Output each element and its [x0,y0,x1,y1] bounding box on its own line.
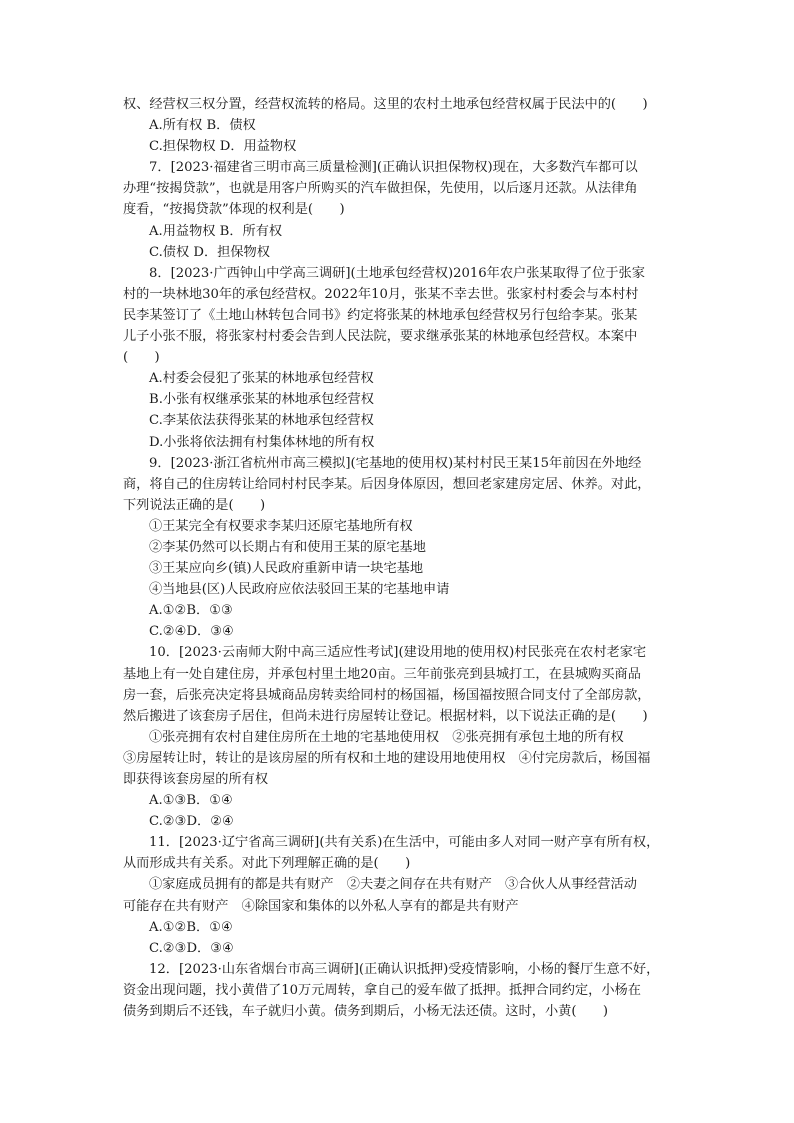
q10-statements-line-1: ①张亮拥有农村自建住房所在土地的宅基地使用权 ②张亮拥有承包土地的所有权 [149,729,624,745]
q10-statements-line-2: ③房屋转让时，转让的是该房屋的所有权和土地的建设用地使用权 ④付完房款后，杨国福 [123,750,651,766]
q11-statements-line-1: ①家庭成员拥有的都是共有财产 ②夫妻之间存在共有财产 ③合伙人从事经营活动 [149,877,637,893]
q7-stem-line-2: 办理“按揭贷款”，也就是用客户所购买的汽车做担保，先使用，以后逐月还款。从法律角 [123,181,638,197]
q11-options-ab: A.①②B．①④ [149,919,233,935]
q9-stem-line-2: 商，将自己的住房转让给同村村民李某。后因身体原因，想回老家建房定居、休养。对此， [123,476,651,492]
q10-statements-line-3: 即获得该套房屋的所有权 [123,772,269,787]
q10-options-ab: A.①③B．①④ [149,793,233,809]
q8-option-b: B.小张有权继承张某的林地承包经营权 [149,392,374,408]
q8-option-c: C.李某依法获得张某的林地承包经营权 [149,413,374,429]
q7-options-cd: C.债权 D．担保物权 [149,244,270,260]
q9-statement-2: ②李某仍然可以长期占有和使用王某的原宅基地 [149,539,426,555]
q10-stem-line-3: 房一套，后张亮决定将县城商品房转卖给同村的杨国福，杨国福按照合同支付了全部房款， [123,687,651,703]
q9-statement-1: ①王某完全有权要求李某归还原宅基地所有权 [149,518,413,534]
q9-stem-line-3: 下列说法正确的是( ) [123,497,266,513]
q7-stem-line-3: 度看，“按揭贷款”体现的权利是( ) [123,202,345,218]
q9-options-cd: C.②④D．③④ [149,624,234,640]
q10-stem-line-4: 然后搬进了该套房子居住，但尚未进行房屋转让登记。根据材料，以下说法正确的是( ) [123,708,648,724]
q12-stem-line-2: 资金出现问题，找小黄借了10万元周转，拿自己的爱车做了抵押。抵押合同约定，小杨在 [123,982,641,998]
q8-stem-line-1: 8．[2023·广西钟山中学高三调研](土地承包经营权)2016年农户张某取得了位于张家 [149,265,645,281]
q7-options-ab: A.用益物权 B．所有权 [149,223,283,239]
q8-option-a: A.村委会侵犯了张某的林地承包经营权 [149,371,374,387]
q9-stem-line-1: 9．[2023·浙江省杭州市高三模拟](宅基地的使用权)某村村民王某15年前因在外地经 [149,455,642,471]
q11-statements-line-2: 可能存在共有财产 ④除国家和集体的以外私人享有的都是共有财产 [123,898,519,914]
q9-statement-3: ③王某应向乡(镇)人民政府重新申请一块宅基地 [149,561,424,577]
q10-stem-line-1: 10．[2023·云南师大附中高三适应性考试](建设用地的使用权)村民张亮在农村老家宅 [149,645,647,661]
q12-stem-line-3: 债务到期后不还钱，车子就归小黄。债务到期后，小杨无法还债。这时，小黄( ) [123,1004,609,1020]
q11-stem-line-1: 11．[2023·辽宁省高三调研](共有关系)在生活中，可能由多人对同一财产享有所有权， [149,835,660,851]
q8-stem-line-4: 儿子小张不服，将张家村村委会告到人民法院，要求继承张某的林地承包经营权。本案中 [123,329,638,345]
document-page [123,94,674,1022]
q9-statement-4: ④当地县(区)人民政府应依法驳回王某的宅基地申请 [149,582,450,598]
q9-options-ab: A.①②B．①③ [149,603,233,619]
q6-stem-tail: 权、经营权三权分置，经营权流转的格局。这里的农村土地承包经营权属于民法中的( ) [123,97,648,112]
q12-stem-line-1: 12．[2023·山东省烟台市高三调研](正确认识抵押)受疫情影响，小杨的餐厅生意不好， [149,961,660,977]
q8-stem-line-5: ( ) [123,350,160,366]
q8-option-d: D.小张将依法拥有村集体林地的所有权 [149,434,375,450]
q8-stem-line-2: 村的一块林地30年的承包经营权。2022年10月，张某不幸去世。张家村村委会与本村村 [123,286,639,302]
q6-options-cd: C.担保物权 D．用益物权 [149,139,297,155]
q10-stem-line-2: 基地上有一处自建住房，并承包村里土地20亩。三年前张亮到县城打工，在县城购买商品 [123,666,641,682]
q6-options-ab: A.所有权 B．债权 [149,118,256,134]
q11-stem-line-2: 从而形成共有关系。对此下列理解正确的是( ) [123,856,411,872]
q8-stem-line-3: 民李某签订了《土地山林转包合同书》约定将张某的林地承包经营权另行包给李某。张某 [123,307,638,323]
q11-options-cd: C.②③D．③④ [149,940,234,956]
q10-options-cd: C.②③D．②④ [149,814,234,830]
q7-stem-line-1: 7．[2023·福建省三明市高三质量检测](正确认识担保物权)现在，大多数汽车都可以 [149,160,638,176]
